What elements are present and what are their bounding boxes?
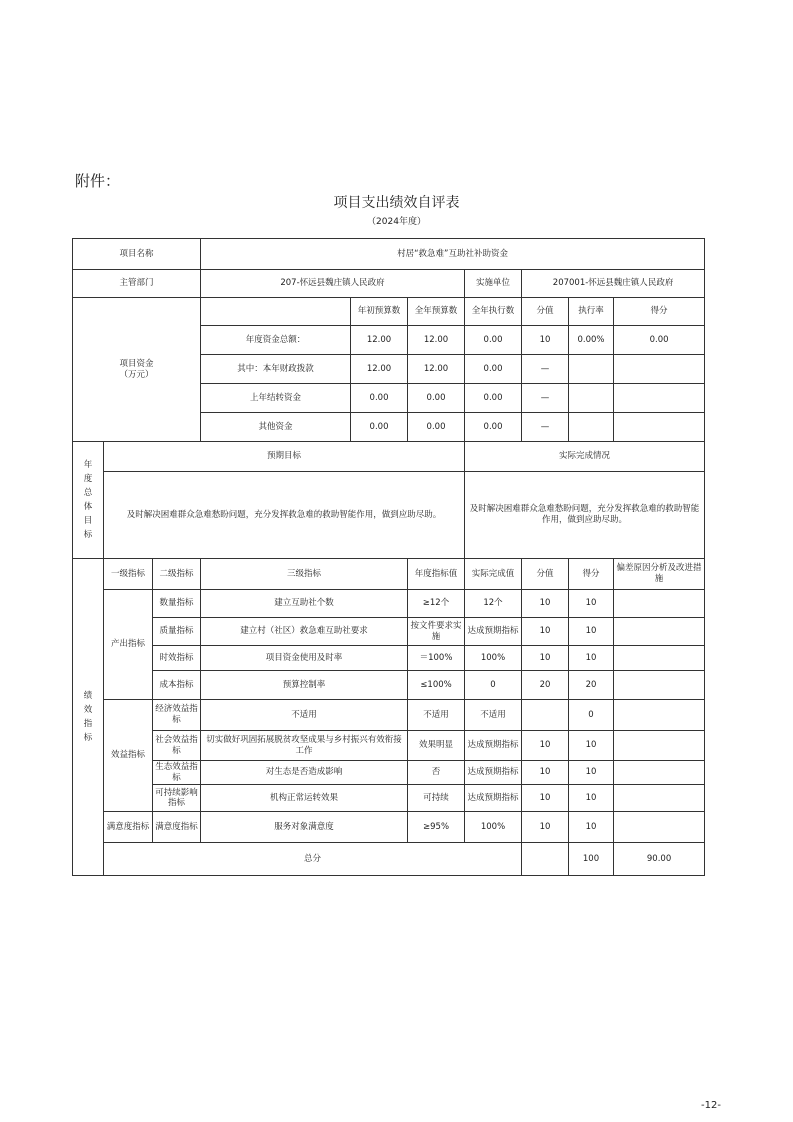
funds-row-initial: 12.00 — [351, 355, 408, 384]
level1-benefit-indicator: 效益指标 — [104, 700, 153, 812]
indicator-actual: 不适用 — [465, 700, 522, 731]
indicator-actual: 达成预期指标 — [465, 618, 522, 646]
indicator-target: ≤100% — [408, 671, 465, 700]
indicator-score: 10 — [569, 761, 614, 785]
indicator-target: 效果明显 — [408, 731, 465, 761]
indicator-row — [73, 700, 705, 731]
funds-row-score: 0.00 — [614, 326, 705, 355]
funds-row-score — [614, 384, 705, 413]
actual-completion-header: 实际完成情况 — [465, 442, 705, 472]
indicator-value: 10 — [522, 646, 569, 671]
indicator-target: ≥95% — [408, 812, 465, 843]
indicator-target: 按文件要求实施 — [408, 618, 465, 646]
project-name-row — [73, 239, 705, 270]
total-score: 90.00 — [614, 843, 705, 876]
funds-row-annual: 0.00 — [408, 384, 465, 413]
level2-indicator: 成本指标 — [153, 671, 201, 700]
level2-indicator: 满意度指标 — [153, 812, 201, 843]
indicator-row — [73, 731, 705, 761]
funds-row-executed: 0.00 — [465, 326, 522, 355]
funds-header-score: 得分 — [614, 298, 705, 326]
indicator-value: 10 — [522, 731, 569, 761]
indicator-row — [73, 646, 705, 671]
indicator-target: 可持续 — [408, 785, 465, 812]
indicator-row — [73, 618, 705, 646]
actual-completion-text: 及时解决困难群众急难愁盼问题，充分发挥救急难的救助智能作用，做到应助尽助。 — [465, 472, 705, 559]
perf-header-score: 得分 — [569, 559, 614, 590]
funds-row-rate — [569, 413, 614, 442]
level3-indicator: 对生态是否造成影响 — [201, 761, 408, 785]
department-label: 主管部门 — [73, 270, 201, 298]
indicator-target: 不适用 — [408, 700, 465, 731]
level3-indicator: 建立村（社区）救急难互助社要求 — [201, 618, 408, 646]
indicator-score: 0 — [569, 700, 614, 731]
indicator-score: 10 — [569, 618, 614, 646]
funds-row-score-value: — — [522, 355, 569, 384]
department-row — [73, 270, 705, 298]
indicator-deviation — [614, 761, 705, 785]
perf-header-value: 分值 — [522, 559, 569, 590]
project-name-label: 项目名称 — [73, 239, 201, 270]
indicator-value: 10 — [522, 761, 569, 785]
indicator-deviation — [614, 671, 705, 700]
annual-goals-label: 年度总体目标 — [73, 442, 104, 559]
indicator-score: 10 — [569, 812, 614, 843]
level2-indicator: 生态效益指标 — [153, 761, 201, 785]
funds-row-score — [614, 355, 705, 384]
indicator-actual: 达成预期指标 — [465, 731, 522, 761]
level3-indicator: 不适用 — [201, 700, 408, 731]
funds-row-name: 上年结转资金 — [201, 384, 351, 413]
indicator-row — [73, 761, 705, 785]
indicator-row — [73, 812, 705, 843]
level3-indicator: 预算控制率 — [201, 671, 408, 700]
indicator-actual: 100% — [465, 646, 522, 671]
indicator-value — [522, 700, 569, 731]
indicator-deviation — [614, 646, 705, 671]
total-blank — [522, 843, 569, 876]
indicator-actual: 0 — [465, 671, 522, 700]
perf-header-actual: 实际完成值 — [465, 559, 522, 590]
funds-row-annual: 0.00 — [408, 413, 465, 442]
attachment-label: 附件： — [75, 172, 121, 190]
expected-goals-text: 及时解决困难群众急难愁盼问题，充分发挥救急难的救助智能作用，做到应助尽助。 — [104, 472, 465, 559]
page-number: -12- — [701, 1100, 721, 1111]
department-value: 207-怀远县魏庄镇人民政府 — [201, 270, 465, 298]
funds-header-executed: 全年执行数 — [465, 298, 522, 326]
funds-row-score-value: — — [522, 384, 569, 413]
indicator-score: 20 — [569, 671, 614, 700]
indicator-actual: 达成预期指标 — [465, 761, 522, 785]
level2-indicator: 社会效益指标 — [153, 731, 201, 761]
indicator-score: 10 — [569, 590, 614, 618]
perf-header-level1: 一级指标 — [104, 559, 153, 590]
funds-row-annual: 12.00 — [408, 355, 465, 384]
indicator-row — [73, 785, 705, 812]
self-evaluation-table — [72, 238, 705, 876]
funds-header-initial: 年初预算数 — [351, 298, 408, 326]
perf-header-deviation: 偏差原因分析及改进措施 — [614, 559, 705, 590]
indicator-actual: 100% — [465, 812, 522, 843]
indicator-value: 10 — [522, 785, 569, 812]
indicator-value: 10 — [522, 618, 569, 646]
indicator-value: 10 — [522, 812, 569, 843]
funds-header-annual: 全年预算数 — [408, 298, 465, 326]
indicator-row — [73, 671, 705, 700]
level2-indicator: 数量指标 — [153, 590, 201, 618]
project-name-value: 村居“救急难”互助社补助资金 — [201, 239, 705, 270]
total-row — [73, 843, 705, 876]
level2-indicator: 经济效益指标 — [153, 700, 201, 731]
indicator-deviation — [614, 812, 705, 843]
indicator-score: 10 — [569, 785, 614, 812]
indicator-actual: 12个 — [465, 590, 522, 618]
indicator-value: 20 — [522, 671, 569, 700]
indicator-actual: 达成预期指标 — [465, 785, 522, 812]
level3-indicator: 建立互助社个数 — [201, 590, 408, 618]
funds-header-row — [73, 298, 705, 326]
page-title: 项目支出绩效自评表 — [333, 195, 460, 211]
indicator-deviation — [614, 618, 705, 646]
perf-header-level3: 三级指标 — [201, 559, 408, 590]
perf-header-level2: 二级指标 — [153, 559, 201, 590]
indicator-target: 否 — [408, 761, 465, 785]
expected-goals-header: 预期目标 — [104, 442, 465, 472]
funds-row-initial: 12.00 — [351, 326, 408, 355]
level3-indicator: 项目资金使用及时率 — [201, 646, 408, 671]
funds-row-executed: 0.00 — [465, 355, 522, 384]
funds-row-rate — [569, 355, 614, 384]
funds-row-executed: 0.00 — [465, 413, 522, 442]
implementing-unit-label: 实施单位 — [465, 270, 522, 298]
indicator-deviation — [614, 700, 705, 731]
indicator-target: ＝100% — [408, 646, 465, 671]
indicator-score: 10 — [569, 646, 614, 671]
project-funds-label: 项目资金 （万元） — [73, 298, 201, 442]
indicator-deviation — [614, 731, 705, 761]
goals-header-row — [73, 442, 705, 472]
performance-indicators-label: 绩效指标 — [73, 559, 104, 876]
level3-indicator: 切实做好巩固拓展脱贫攻坚成果与乡村振兴有效衔接工作 — [201, 731, 408, 761]
funds-row-annual: 12.00 — [408, 326, 465, 355]
total-label: 总分 — [104, 843, 522, 876]
funds-row-executed: 0.00 — [465, 384, 522, 413]
funds-row-initial: 0.00 — [351, 384, 408, 413]
funds-row-score-value: — — [522, 413, 569, 442]
funds-header-blank — [201, 298, 351, 326]
total-value: 100 — [569, 843, 614, 876]
funds-header-rate: 执行率 — [569, 298, 614, 326]
indicator-deviation — [614, 785, 705, 812]
performance-header-row — [73, 559, 705, 590]
indicator-target: ≥12个 — [408, 590, 465, 618]
level3-indicator: 机构正常运转效果 — [201, 785, 408, 812]
page-subtitle: （2024年度） — [367, 217, 426, 227]
funds-row-score — [614, 413, 705, 442]
perf-header-target: 年度指标值 — [408, 559, 465, 590]
funds-row-rate — [569, 384, 614, 413]
implementing-unit-value: 207001-怀远县魏庄镇人民政府 — [522, 270, 705, 298]
funds-row-rate: 0.00% — [569, 326, 614, 355]
indicator-deviation — [614, 590, 705, 618]
level2-indicator: 可持续影响指标 — [153, 785, 201, 812]
goals-text-row — [73, 472, 705, 559]
level3-indicator: 服务对象满意度 — [201, 812, 408, 843]
funds-row-name: 年度资金总额： — [201, 326, 351, 355]
funds-row-initial: 0.00 — [351, 413, 408, 442]
indicator-row — [73, 590, 705, 618]
level2-indicator: 质量指标 — [153, 618, 201, 646]
funds-row-name: 其中：本年财政拨款 — [201, 355, 351, 384]
funds-row-name: 其他资金 — [201, 413, 351, 442]
indicator-value: 10 — [522, 590, 569, 618]
level1-output-indicator: 产出指标 — [104, 590, 153, 700]
level1-satisfaction-indicator: 满意度指标 — [104, 812, 153, 843]
level2-indicator: 时效指标 — [153, 646, 201, 671]
funds-header-score-value: 分值 — [522, 298, 569, 326]
funds-row-score-value: 10 — [522, 326, 569, 355]
indicator-score: 10 — [569, 731, 614, 761]
